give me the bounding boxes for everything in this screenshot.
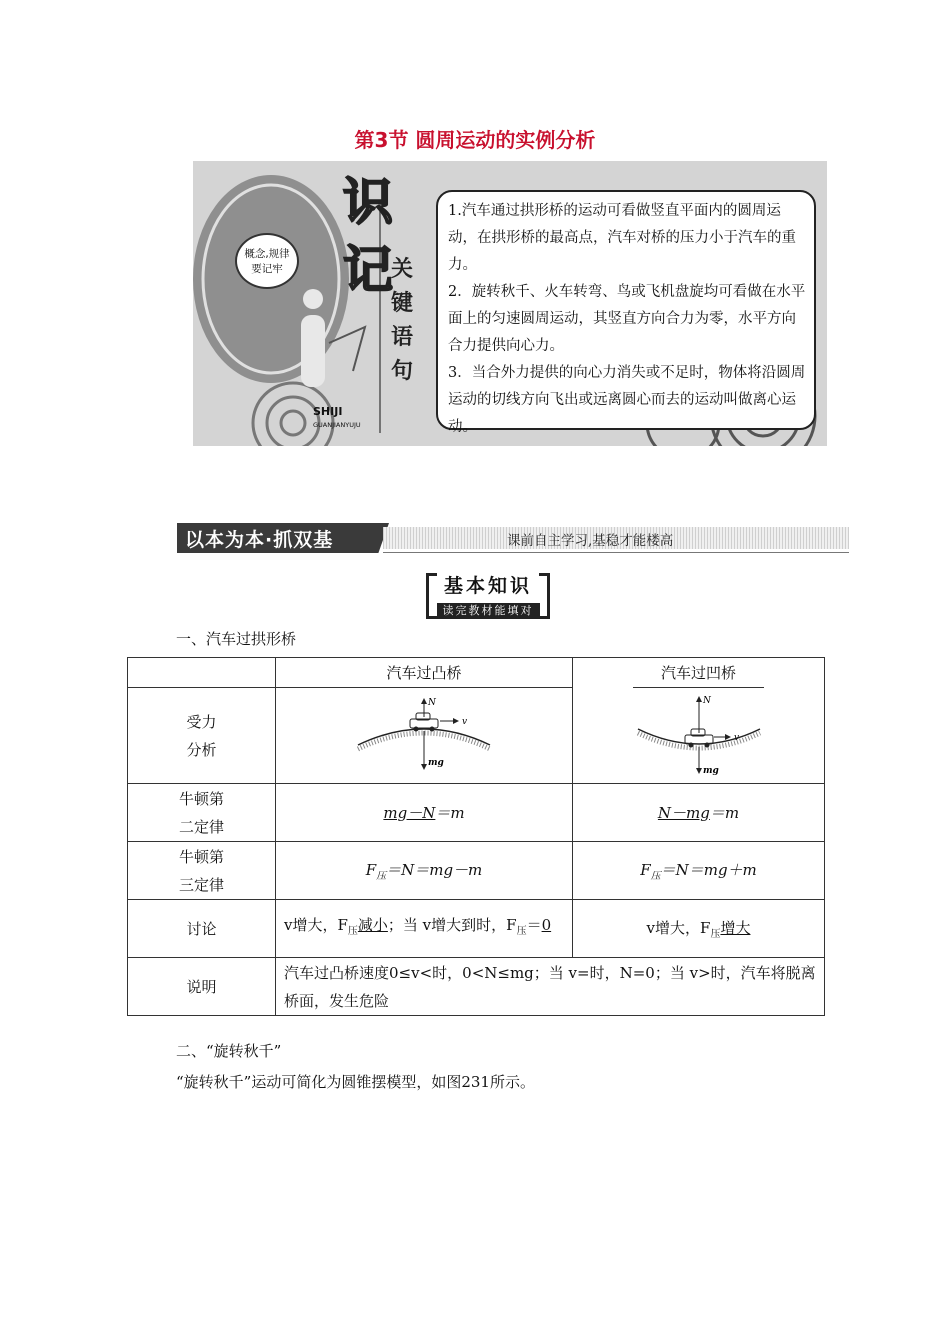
convex-bridge-diagram [354,695,494,777]
label-newton3: 牛顿第 三定律 [128,842,276,900]
bubble [235,233,299,289]
key-point: 2．旋转秋千、火车转弯、鸟或飞机盘旋均可看做在水平面上的匀速圆周运动，其竖直方向合力为零，水平方向合力提供向心力。 [448,284,806,354]
page-title: 第3节 圆周运动的实例分析 [354,128,596,152]
label-mg: mg [702,765,719,776]
bridge-table [127,657,825,1016]
knowledge-box-title: 基本知识 [443,575,532,597]
newton2-convex: mg－N＝m [276,784,573,842]
diagram-concave-cell [573,688,825,784]
discuss-concave: v增大，$F_压$增大 [573,900,825,958]
vertical-char: 键 [391,291,414,316]
big-char-1: 识 [343,173,393,231]
note-text: 汽车过凸桥速度0≤v<时，0<N≤mg；当 v=时，N=0；当 v>时，汽车将脱离桥面，发生危险 [276,958,825,1016]
label-v: v [733,732,739,743]
big-char-2: 记 [343,241,393,299]
section-bar-title: 以本为本·抓双基 [185,529,334,551]
bubble-text: 概念,规律要记牢 [244,248,290,275]
header-convex: 汽车过凸桥 [276,658,573,688]
section-bar [177,523,849,553]
heading-rotating-swing: 二、“旋转秋千” [176,1042,282,1060]
vertical-char: 语 [391,325,414,350]
label-newton2: 牛顿第 二定律 [128,784,276,842]
knowledge-box [426,573,550,617]
label-discuss: 讨论 [128,900,276,958]
newton3-convex: $F_压=N=mg-m$ [276,842,573,900]
label-v: v [462,716,468,727]
diagram-convex-cell [276,688,573,784]
section-bar-subtitle: 课前自主学习,基稳才能楼高 [507,533,674,549]
header-concave: 汽车过凹桥 [573,658,825,688]
knowledge-box-subtitle: 读完教材能填对 [437,603,540,619]
newton2-concave: N－mg＝m [573,784,825,842]
pinyin-2: GUANJIANYUJU [313,421,361,429]
label-mg: mg [428,757,444,768]
label-note: 说明 [128,958,276,1016]
heading-arch-bridge: 一、汽车过拱形桥 [176,630,297,648]
discuss-convex: v增大，$F_压$减小；当 v增大到时，$F_压=0$ [276,900,573,958]
label-n: N [428,697,436,708]
vertical-char: 句 [391,359,414,384]
newton3-concave: $F_压=N=mg+m$ [573,842,825,900]
concave-bridge-diagram [634,693,764,779]
label-force: 受力 分析 [128,688,276,784]
paragraph-rotating-swing: “旋转秋千”运动可简化为圆锥摆模型，如图231所示。 [176,1073,535,1091]
vertical-char: 关 [391,257,414,282]
label-n: N [702,695,711,706]
key-point: 1.汽车通过拱形桥的运动可看做竖直平面内的圆周运动，在拱形桥的最高点，汽车对桥的压力小于汽车的重力。 [448,203,796,273]
key-points-box [436,190,816,435]
vertical-keywords [391,253,417,389]
key-point: 3．当合外力提供的向心力消失或不足时，物体将沿圆周运动的切线方向飞出或远离圆心而去的运动叫做离心运动。 [448,365,806,435]
pinyin-1: SHIJI [313,405,343,418]
